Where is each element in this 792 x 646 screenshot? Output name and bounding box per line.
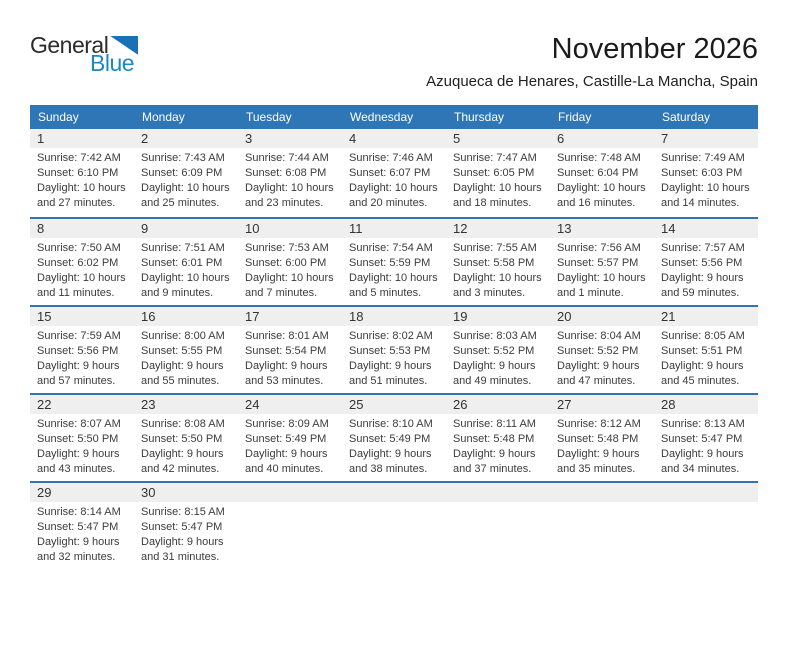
day-number: 3: [238, 129, 342, 148]
daylight-text-line2: and 18 minutes.: [453, 196, 532, 209]
day-cell: [238, 129, 342, 217]
logo-text-general: General: [30, 32, 109, 58]
sunset-text: Sunset: 5:48 PM: [557, 432, 639, 445]
sunrise-text: Sunrise: 7:51 AM: [141, 241, 225, 254]
day-details: [342, 414, 446, 477]
daylight-text-line2: and 31 minutes.: [141, 550, 220, 563]
day-details: [654, 326, 758, 389]
daylight-text-line2: and 14 minutes.: [661, 196, 740, 209]
daylight-text-line2: and 23 minutes.: [245, 196, 324, 209]
sunset-text: Sunset: 6:09 PM: [141, 166, 223, 179]
day-number: [550, 483, 654, 502]
sunset-text: Sunset: 6:08 PM: [245, 166, 327, 179]
daylight-text-line1: Daylight: 9 hours: [141, 447, 224, 460]
daylight-text-line2: and 5 minutes.: [349, 286, 422, 299]
sunrise-text: Sunrise: 7:42 AM: [37, 151, 121, 164]
day-cell: [134, 129, 238, 217]
day-cell: [446, 129, 550, 217]
sunset-text: Sunset: 5:48 PM: [453, 432, 535, 445]
daylight-text-line2: and 11 minutes.: [37, 286, 115, 299]
daylight-text-line2: and 43 minutes.: [37, 462, 116, 475]
page-title: November 2026: [551, 33, 758, 65]
day-details: [550, 326, 654, 389]
sunrise-text: Sunrise: 7:54 AM: [349, 241, 433, 254]
daylight-text-line2: and 55 minutes.: [141, 374, 220, 387]
sunset-text: Sunset: 5:59 PM: [349, 256, 431, 269]
daylight-text-line1: Daylight: 9 hours: [37, 359, 120, 372]
weekday-header: Thursday: [454, 109, 505, 124]
weekday-header: Monday: [142, 109, 185, 124]
day-cell: [238, 307, 342, 393]
day-number: 2: [134, 129, 238, 148]
daylight-text-line2: and 7 minutes.: [245, 286, 318, 299]
daylight-text-line1: Daylight: 9 hours: [141, 359, 224, 372]
day-cell: [654, 307, 758, 393]
sunset-text: Sunset: 6:04 PM: [557, 166, 639, 179]
daylight-text-line2: and 27 minutes.: [37, 196, 116, 209]
day-number: [342, 483, 446, 502]
day-details: [654, 148, 758, 211]
week-row: [30, 217, 758, 305]
day-number: 21: [654, 307, 758, 326]
daylight-text-line2: and 42 minutes.: [141, 462, 220, 475]
day-cell: [446, 395, 550, 481]
daylight-text-line2: and 20 minutes.: [349, 196, 428, 209]
day-cell: [134, 219, 238, 305]
day-details: [30, 238, 134, 301]
sunrise-text: Sunrise: 7:53 AM: [245, 241, 329, 254]
daylight-text-line1: Daylight: 10 hours: [453, 181, 542, 194]
sunrise-text: Sunrise: 7:56 AM: [557, 241, 641, 254]
day-details: [342, 148, 446, 211]
daylight-text-line1: Daylight: 9 hours: [245, 447, 328, 460]
sunrise-text: Sunrise: 8:02 AM: [349, 329, 433, 342]
day-details: [342, 238, 446, 301]
daylight-text-line1: Daylight: 9 hours: [661, 359, 744, 372]
weekday-header: Tuesday: [246, 109, 292, 124]
sunset-text: Sunset: 5:52 PM: [557, 344, 639, 357]
daylight-text-line1: Daylight: 9 hours: [661, 447, 744, 460]
sunrise-text: Sunrise: 8:01 AM: [245, 329, 329, 342]
day-cell: [30, 219, 134, 305]
day-number: 4: [342, 129, 446, 148]
weekday-header: Saturday: [662, 109, 711, 124]
daylight-text-line2: and 49 minutes.: [453, 374, 532, 387]
day-cell: [654, 129, 758, 217]
day-number: 28: [654, 395, 758, 414]
day-details: [654, 238, 758, 301]
daylight-text-line2: and 9 minutes.: [141, 286, 214, 299]
day-cell: [550, 395, 654, 481]
daylight-text-line2: and 47 minutes.: [557, 374, 636, 387]
day-cell: [30, 129, 134, 217]
daylight-text-line2: and 57 minutes.: [37, 374, 116, 387]
daylight-text-line1: Daylight: 10 hours: [37, 181, 126, 194]
day-number: 12: [446, 219, 550, 238]
sunset-text: Sunset: 5:52 PM: [453, 344, 535, 357]
daylight-text-line1: Daylight: 10 hours: [37, 271, 126, 284]
day-cell: [654, 219, 758, 305]
sunrise-text: Sunrise: 8:05 AM: [661, 329, 745, 342]
day-cell: [30, 483, 134, 569]
weekday-header: Sunday: [38, 109, 79, 124]
daylight-text-line1: Daylight: 9 hours: [453, 359, 536, 372]
day-cell: [550, 219, 654, 305]
sunrise-text: Sunrise: 8:00 AM: [141, 329, 225, 342]
day-details: [446, 326, 550, 389]
sunset-text: Sunset: 6:05 PM: [453, 166, 535, 179]
day-cell: [446, 307, 550, 393]
day-cell: [342, 307, 446, 393]
day-cell: [342, 395, 446, 481]
sunrise-text: Sunrise: 7:57 AM: [661, 241, 745, 254]
day-number: 8: [30, 219, 134, 238]
daylight-text-line2: and 38 minutes.: [349, 462, 428, 475]
week-row: [30, 129, 758, 217]
page-subtitle: Azuqueca de Henares, Castille-La Mancha, Spain: [426, 72, 758, 90]
daylight-text-line1: Daylight: 10 hours: [245, 181, 334, 194]
sunset-text: Sunset: 5:47 PM: [141, 520, 223, 533]
day-cell: [134, 483, 238, 569]
day-details: [654, 414, 758, 477]
daylight-text-line1: Daylight: 9 hours: [557, 447, 640, 460]
sunrise-text: Sunrise: 8:08 AM: [141, 417, 225, 430]
daylight-text-line1: Daylight: 10 hours: [349, 271, 438, 284]
day-details: [134, 326, 238, 389]
day-cell: [446, 219, 550, 305]
day-number: 22: [30, 395, 134, 414]
calendar-table: [30, 105, 758, 569]
day-number: [238, 483, 342, 502]
empty-cell: [654, 483, 758, 569]
daylight-text-line1: Daylight: 10 hours: [245, 271, 334, 284]
day-cell: [342, 129, 446, 217]
daylight-text-line2: and 3 minutes.: [453, 286, 526, 299]
sunrise-text: Sunrise: 7:47 AM: [453, 151, 537, 164]
sunset-text: Sunset: 5:47 PM: [37, 520, 119, 533]
title-block: [426, 34, 758, 90]
day-number: 24: [238, 395, 342, 414]
sunrise-text: Sunrise: 8:13 AM: [661, 417, 745, 430]
day-cell: [550, 307, 654, 393]
daylight-text-line1: Daylight: 9 hours: [349, 447, 432, 460]
day-details: [342, 326, 446, 389]
day-number: [654, 483, 758, 502]
sunset-text: Sunset: 5:56 PM: [661, 256, 743, 269]
day-number: 7: [654, 129, 758, 148]
weekday-header: Friday: [558, 109, 592, 124]
day-number: 9: [134, 219, 238, 238]
sunrise-text: Sunrise: 7:46 AM: [349, 151, 433, 164]
daylight-text-line1: Daylight: 10 hours: [141, 181, 230, 194]
day-number: 23: [134, 395, 238, 414]
top-bar: [30, 34, 758, 90]
day-cell: [134, 395, 238, 481]
day-number: 1: [30, 129, 134, 148]
day-number: 30: [134, 483, 238, 502]
sunset-text: Sunset: 6:10 PM: [37, 166, 119, 179]
day-number: 11: [342, 219, 446, 238]
sunrise-text: Sunrise: 7:59 AM: [37, 329, 121, 342]
week-row: [30, 305, 758, 393]
day-details: [446, 238, 550, 301]
day-number: 5: [446, 129, 550, 148]
daylight-text-line1: Daylight: 9 hours: [557, 359, 640, 372]
sunset-text: Sunset: 5:51 PM: [661, 344, 743, 357]
weekday-header: Wednesday: [350, 109, 414, 124]
daylight-text-line2: and 1 minute.: [557, 286, 624, 299]
sunset-text: Sunset: 6:07 PM: [349, 166, 431, 179]
day-cell: [550, 129, 654, 217]
day-number: [446, 483, 550, 502]
sunrise-text: Sunrise: 8:03 AM: [453, 329, 537, 342]
sunset-text: Sunset: 6:02 PM: [37, 256, 119, 269]
sunrise-text: Sunrise: 7:55 AM: [453, 241, 537, 254]
day-details: [238, 414, 342, 477]
day-number: 26: [446, 395, 550, 414]
empty-cell: [238, 483, 342, 569]
daylight-text-line2: and 59 minutes.: [661, 286, 740, 299]
day-number: 25: [342, 395, 446, 414]
sunset-text: Sunset: 6:03 PM: [661, 166, 743, 179]
daylight-text-line1: Daylight: 10 hours: [557, 181, 646, 194]
day-number: 18: [342, 307, 446, 326]
sunset-text: Sunset: 5:56 PM: [37, 344, 119, 357]
day-cell: [134, 307, 238, 393]
daylight-text-line2: and 35 minutes.: [557, 462, 636, 475]
logo: [30, 34, 138, 75]
day-number: 6: [550, 129, 654, 148]
daylight-text-line2: and 25 minutes.: [141, 196, 220, 209]
sunrise-text: Sunrise: 8:15 AM: [141, 505, 225, 518]
daylight-text-line1: Daylight: 9 hours: [245, 359, 328, 372]
sunrise-text: Sunrise: 8:10 AM: [349, 417, 433, 430]
day-number: 27: [550, 395, 654, 414]
sunset-text: Sunset: 5:54 PM: [245, 344, 327, 357]
sunset-text: Sunset: 5:58 PM: [453, 256, 535, 269]
sunset-text: Sunset: 6:01 PM: [141, 256, 223, 269]
day-details: [550, 238, 654, 301]
day-number: 10: [238, 219, 342, 238]
day-number: 20: [550, 307, 654, 326]
sunrise-text: Sunrise: 7:44 AM: [245, 151, 329, 164]
day-details: [134, 414, 238, 477]
sunrise-text: Sunrise: 7:43 AM: [141, 151, 225, 164]
day-cell: [342, 219, 446, 305]
day-details: [550, 148, 654, 211]
day-cell: [238, 395, 342, 481]
sunrise-text: Sunrise: 7:50 AM: [37, 241, 121, 254]
weekday-header-row: [30, 105, 758, 129]
empty-cell: [550, 483, 654, 569]
day-number: 29: [30, 483, 134, 502]
sunrise-text: Sunrise: 8:04 AM: [557, 329, 641, 342]
sunrise-text: Sunrise: 8:07 AM: [37, 417, 121, 430]
week-row: [30, 393, 758, 481]
sunset-text: Sunset: 5:57 PM: [557, 256, 639, 269]
day-details: [134, 148, 238, 211]
day-number: 19: [446, 307, 550, 326]
daylight-text-line2: and 37 minutes.: [453, 462, 532, 475]
daylight-text-line1: Daylight: 9 hours: [349, 359, 432, 372]
day-cell: [654, 395, 758, 481]
sunset-text: Sunset: 5:49 PM: [349, 432, 431, 445]
day-cell: [30, 307, 134, 393]
day-details: [30, 414, 134, 477]
day-details: [238, 148, 342, 211]
sunset-text: Sunset: 5:50 PM: [141, 432, 223, 445]
sunrise-text: Sunrise: 7:48 AM: [557, 151, 641, 164]
daylight-text-line1: Daylight: 10 hours: [349, 181, 438, 194]
day-details: [446, 148, 550, 211]
day-number: 14: [654, 219, 758, 238]
day-number: 16: [134, 307, 238, 326]
empty-cell: [446, 483, 550, 569]
day-details: [30, 326, 134, 389]
daylight-text-line1: Daylight: 10 hours: [141, 271, 230, 284]
sunrise-text: Sunrise: 8:09 AM: [245, 417, 329, 430]
sunrise-text: Sunrise: 8:14 AM: [37, 505, 121, 518]
day-details: [134, 502, 238, 565]
calendar-page: [0, 34, 792, 646]
day-cell: [238, 219, 342, 305]
sunrise-text: Sunrise: 7:49 AM: [661, 151, 745, 164]
day-number: 15: [30, 307, 134, 326]
sunset-text: Sunset: 6:00 PM: [245, 256, 327, 269]
daylight-text-line1: Daylight: 9 hours: [37, 535, 120, 548]
daylight-text-line1: Daylight: 9 hours: [453, 447, 536, 460]
daylight-text-line1: Daylight: 9 hours: [141, 535, 224, 548]
sunset-text: Sunset: 5:55 PM: [141, 344, 223, 357]
day-details: [238, 326, 342, 389]
sunrise-text: Sunrise: 8:11 AM: [453, 417, 536, 430]
sunset-text: Sunset: 5:53 PM: [349, 344, 431, 357]
day-details: [446, 414, 550, 477]
daylight-text-line2: and 34 minutes.: [661, 462, 740, 475]
sunset-text: Sunset: 5:50 PM: [37, 432, 119, 445]
daylight-text-line2: and 32 minutes.: [37, 550, 116, 563]
daylight-text-line2: and 51 minutes.: [349, 374, 428, 387]
day-details: [30, 502, 134, 565]
day-details: [134, 238, 238, 301]
daylight-text-line1: Daylight: 10 hours: [557, 271, 646, 284]
day-details: [238, 238, 342, 301]
day-number: 13: [550, 219, 654, 238]
daylight-text-line1: Daylight: 9 hours: [37, 447, 120, 460]
daylight-text-line2: and 16 minutes.: [557, 196, 636, 209]
daylight-text-line1: Daylight: 10 hours: [661, 181, 750, 194]
day-details: [550, 414, 654, 477]
sunrise-text: Sunrise: 8:12 AM: [557, 417, 641, 430]
sunset-text: Sunset: 5:47 PM: [661, 432, 743, 445]
day-cell: [30, 395, 134, 481]
sunset-text: Sunset: 5:49 PM: [245, 432, 327, 445]
day-number: 17: [238, 307, 342, 326]
week-row: [30, 481, 758, 569]
day-details: [30, 148, 134, 211]
empty-cell: [342, 483, 446, 569]
daylight-text-line2: and 45 minutes.: [661, 374, 740, 387]
daylight-text-line2: and 40 minutes.: [245, 462, 324, 475]
daylight-text-line1: Daylight: 9 hours: [661, 271, 744, 284]
daylight-text-line2: and 53 minutes.: [245, 374, 324, 387]
logo-text-blue: Blue: [90, 50, 135, 76]
daylight-text-line1: Daylight: 10 hours: [453, 271, 542, 284]
calendar-grid: [30, 129, 758, 569]
